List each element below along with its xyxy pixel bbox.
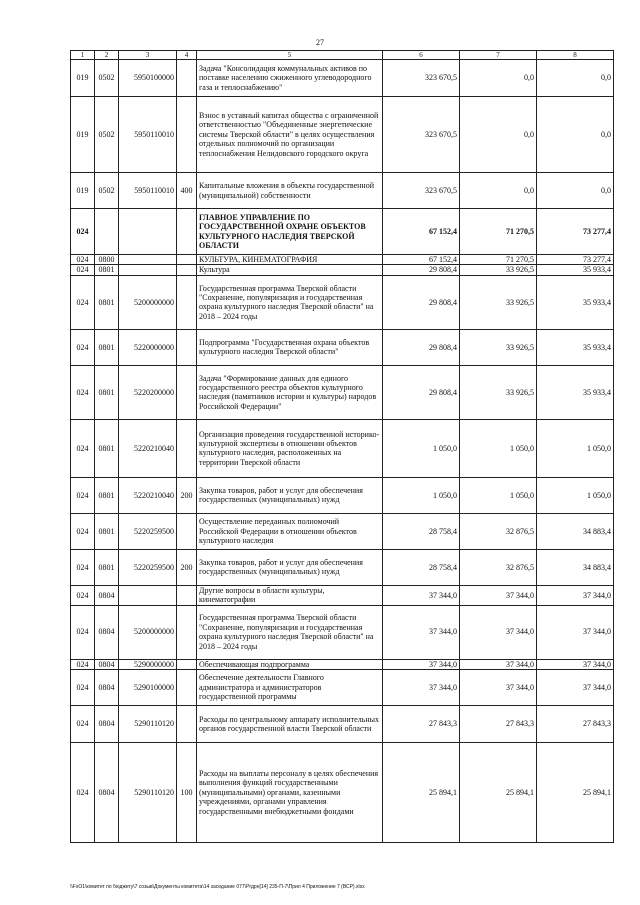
cell-amount-year1: 67 152,4 <box>383 209 460 255</box>
cell-amount-year3: 25 894,1 <box>537 743 614 843</box>
cell-name: Взнос в уставный капитал общества с ограниченной ответственностью "Объединенные энергетические системы Тверской области" в целях осуществления отдельных полномочий по организации теплоснабжения Нелидовского городского округа <box>197 97 383 173</box>
cell-chief-admin-code: 024 <box>71 549 95 585</box>
cell-amount-year3: 37 344,0 <box>537 585 614 605</box>
cell-section-code: 0804 <box>95 585 119 605</box>
cell-section-code: 0801 <box>95 265 119 275</box>
cell-amount-year2: 33 926,5 <box>460 365 537 419</box>
cell-amount-year1: 29 808,4 <box>383 275 460 329</box>
cell-expense-type <box>177 209 197 255</box>
cell-amount-year3: 0,0 <box>537 173 614 209</box>
cell-amount-year3: 27 843,3 <box>537 706 614 743</box>
cell-section-code: 0804 <box>95 706 119 743</box>
table-row <box>71 209 614 255</box>
cell-name: Подпрограмма "Государственная охрана объектов культурного наследия Тверской области" <box>197 329 383 365</box>
cell-target-article <box>119 255 177 265</box>
cell-expense-type <box>177 275 197 329</box>
budget-table <box>70 50 614 843</box>
cell-name: Культура <box>197 265 383 275</box>
table-row <box>71 419 614 477</box>
cell-target-article: 5220000000 <box>119 329 177 365</box>
cell-chief-admin-code: 019 <box>71 173 95 209</box>
cell-amount-year1: 37 344,0 <box>383 585 460 605</box>
cell-amount-year1: 28 758,4 <box>383 513 460 549</box>
cell-expense-type: 200 <box>177 549 197 585</box>
cell-target-article: 5220259500 <box>119 513 177 549</box>
cell-amount-year2: 37 344,0 <box>460 670 537 706</box>
cell-section-code: 0502 <box>95 97 119 173</box>
cell-amount-year2: 71 270,5 <box>460 255 537 265</box>
cell-expense-type: 400 <box>177 173 197 209</box>
table-row <box>71 605 614 659</box>
file-path-footer: \\FsO1\комитет по бюджету\7 созыв\Документы комитета\14 заседание 077\Ргдрн[14] 235-П-7\Прил 4 Приложение 7 (ВСР).xlsx <box>70 884 365 890</box>
cell-amount-year3: 34 883,4 <box>537 549 614 585</box>
cell-chief-admin-code: 024 <box>71 743 95 843</box>
cell-target-article: 5290110120 <box>119 743 177 843</box>
cell-amount-year2: 25 894,1 <box>460 743 537 843</box>
cell-expense-type <box>177 97 197 173</box>
cell-amount-year1: 29 808,4 <box>383 329 460 365</box>
cell-name: Закупка товаров, работ и услуг для обеспечения государственных (муниципальных) нужд <box>197 549 383 585</box>
cell-name: Государственная программа Тверской области "Сохранение, популяризация и государственная охрана культурного наследия Тверской области" на 2018 – 2024 годы <box>197 605 383 659</box>
cell-expense-type <box>177 60 197 97</box>
cell-chief-admin-code: 019 <box>71 60 95 97</box>
cell-amount-year3: 35 933,4 <box>537 329 614 365</box>
cell-amount-year1: 37 344,0 <box>383 659 460 669</box>
cell-target-article <box>119 265 177 275</box>
cell-section-code: 0801 <box>95 365 119 419</box>
cell-amount-year1: 29 808,4 <box>383 265 460 275</box>
cell-amount-year1: 323 670,5 <box>383 60 460 97</box>
cell-expense-type <box>177 659 197 669</box>
cell-name: Обеспечивающая подпрограмма <box>197 659 383 669</box>
cell-amount-year2: 0,0 <box>460 60 537 97</box>
table-row <box>71 97 614 173</box>
cell-section-code <box>95 209 119 255</box>
cell-target-article <box>119 585 177 605</box>
cell-expense-type <box>177 329 197 365</box>
cell-name: Другие вопросы в области культуры, кинематографии <box>197 585 383 605</box>
table-row <box>71 365 614 419</box>
cell-amount-year2: 1 050,0 <box>460 419 537 477</box>
cell-target-article: 5220210040 <box>119 419 177 477</box>
page-number: 27 <box>316 38 324 47</box>
cell-amount-year2: 32 876,5 <box>460 549 537 585</box>
table-row <box>71 549 614 585</box>
cell-expense-type: 200 <box>177 477 197 513</box>
cell-section-code: 0502 <box>95 60 119 97</box>
table-row <box>71 743 614 843</box>
cell-expense-type <box>177 605 197 659</box>
cell-amount-year1: 323 670,5 <box>383 173 460 209</box>
cell-target-article: 5220259500 <box>119 549 177 585</box>
column-number: 1 <box>71 51 95 60</box>
column-number: 2 <box>95 51 119 60</box>
table-row <box>71 670 614 706</box>
cell-section-code: 0801 <box>95 419 119 477</box>
cell-amount-year3: 37 344,0 <box>537 670 614 706</box>
cell-amount-year3: 73 277,4 <box>537 209 614 255</box>
cell-expense-type <box>177 419 197 477</box>
cell-section-code: 0801 <box>95 275 119 329</box>
cell-expense-type <box>177 265 197 275</box>
cell-amount-year2: 33 926,5 <box>460 265 537 275</box>
cell-target-article: 5220200000 <box>119 365 177 419</box>
column-number: 6 <box>383 51 460 60</box>
cell-amount-year3: 0,0 <box>537 60 614 97</box>
cell-expense-type: 100 <box>177 743 197 843</box>
cell-expense-type <box>177 585 197 605</box>
cell-amount-year2: 37 344,0 <box>460 585 537 605</box>
cell-name: Расходы на выплаты персоналу в целях обеспечения выполнения функций государственными (муниципальными) органами, казенными учреждениями, органами управления государственными внебюджетными фондами <box>197 743 383 843</box>
cell-name: Задача "Консолидация коммунальных активов по поставке населению сжиженного углеводородного газа и теплоснабжению" <box>197 60 383 97</box>
cell-chief-admin-code: 024 <box>71 477 95 513</box>
cell-expense-type <box>177 365 197 419</box>
cell-amount-year2: 37 344,0 <box>460 605 537 659</box>
table-row <box>71 329 614 365</box>
cell-target-article: 5950100000 <box>119 60 177 97</box>
cell-target-article: 5290000000 <box>119 659 177 669</box>
cell-section-code: 0801 <box>95 329 119 365</box>
cell-expense-type <box>177 670 197 706</box>
cell-target-article <box>119 209 177 255</box>
cell-amount-year3: 0,0 <box>537 97 614 173</box>
cell-expense-type <box>177 706 197 743</box>
cell-amount-year1: 29 808,4 <box>383 365 460 419</box>
cell-name: Организация проведения государственной историко-культурной экспертизы в отношении объектов культурного наследия, расположенных на территории Тверской области <box>197 419 383 477</box>
cell-amount-year3: 1 050,0 <box>537 419 614 477</box>
cell-name: КУЛЬТУРА, КИНЕМАТОГРАФИЯ <box>197 255 383 265</box>
cell-chief-admin-code: 024 <box>71 265 95 275</box>
table-row <box>71 513 614 549</box>
table-row <box>71 275 614 329</box>
cell-chief-admin-code: 024 <box>71 419 95 477</box>
column-number: 4 <box>177 51 197 60</box>
cell-amount-year2: 33 926,5 <box>460 275 537 329</box>
cell-expense-type <box>177 255 197 265</box>
cell-name: Капитальные вложения в объекты государственной (муниципальной) собственности <box>197 173 383 209</box>
cell-section-code: 0804 <box>95 743 119 843</box>
cell-name: Задача "Формирование данных для единого государственного реестра объектов культурного наследия (памятников истории и культуры) народов Российской Федерации" <box>197 365 383 419</box>
column-number: 8 <box>537 51 614 60</box>
column-number: 5 <box>197 51 383 60</box>
cell-chief-admin-code: 024 <box>71 329 95 365</box>
cell-amount-year3: 1 050,0 <box>537 477 614 513</box>
column-number-row <box>71 51 614 60</box>
table-row <box>71 265 614 275</box>
cell-section-code: 0804 <box>95 605 119 659</box>
cell-name: Государственная программа Тверской области "Сохранение, популяризация и государственная охрана культурного наследия Тверской области" на 2018 – 2024 годы <box>197 275 383 329</box>
table-row <box>71 60 614 97</box>
cell-amount-year3: 37 344,0 <box>537 605 614 659</box>
cell-amount-year1: 323 670,5 <box>383 97 460 173</box>
cell-chief-admin-code: 024 <box>71 209 95 255</box>
cell-target-article: 5220210040 <box>119 477 177 513</box>
cell-amount-year3: 35 933,4 <box>537 265 614 275</box>
cell-section-code: 0502 <box>95 173 119 209</box>
cell-section-code: 0801 <box>95 513 119 549</box>
cell-amount-year1: 37 344,0 <box>383 605 460 659</box>
cell-amount-year3: 73 277,4 <box>537 255 614 265</box>
cell-chief-admin-code: 024 <box>71 275 95 329</box>
cell-chief-admin-code: 019 <box>71 97 95 173</box>
cell-section-code: 0804 <box>95 659 119 669</box>
cell-name: Расходы по центральному аппарату исполнительных органов государственной власти Тверской области <box>197 706 383 743</box>
cell-target-article: 5200000000 <box>119 275 177 329</box>
cell-chief-admin-code: 024 <box>71 365 95 419</box>
cell-section-code: 0801 <box>95 477 119 513</box>
column-number: 7 <box>460 51 537 60</box>
cell-amount-year3: 35 933,4 <box>537 365 614 419</box>
table-row <box>71 477 614 513</box>
cell-amount-year2: 32 876,5 <box>460 513 537 549</box>
table-row <box>71 255 614 265</box>
cell-amount-year2: 0,0 <box>460 97 537 173</box>
cell-name: ГЛАВНОЕ УПРАВЛЕНИЕ ПО ГОСУДАРСТВЕННОЙ ОХРАНЕ ОБЪЕКТОВ КУЛЬТУРНОГО НАСЛЕДИЯ ТВЕРСКОЙ ОБЛАСТИ <box>197 209 383 255</box>
cell-amount-year2: 33 926,5 <box>460 329 537 365</box>
cell-amount-year1: 67 152,4 <box>383 255 460 265</box>
cell-amount-year1: 27 843,3 <box>383 706 460 743</box>
cell-amount-year3: 35 933,4 <box>537 275 614 329</box>
cell-chief-admin-code: 024 <box>71 659 95 669</box>
cell-target-article: 5950110010 <box>119 97 177 173</box>
cell-amount-year1: 25 894,1 <box>383 743 460 843</box>
cell-amount-year1: 1 050,0 <box>383 477 460 513</box>
cell-chief-admin-code: 024 <box>71 513 95 549</box>
cell-amount-year2: 71 270,5 <box>460 209 537 255</box>
cell-amount-year1: 37 344,0 <box>383 670 460 706</box>
cell-target-article: 5290110120 <box>119 706 177 743</box>
cell-section-code: 0800 <box>95 255 119 265</box>
cell-target-article: 5200000000 <box>119 605 177 659</box>
cell-target-article: 5290100000 <box>119 670 177 706</box>
cell-amount-year3: 37 344,0 <box>537 659 614 669</box>
table-row <box>71 585 614 605</box>
table-row <box>71 706 614 743</box>
cell-amount-year1: 1 050,0 <box>383 419 460 477</box>
table-row <box>71 659 614 669</box>
cell-target-article: 5950110010 <box>119 173 177 209</box>
cell-chief-admin-code: 024 <box>71 585 95 605</box>
cell-section-code: 0801 <box>95 549 119 585</box>
cell-section-code: 0804 <box>95 670 119 706</box>
cell-chief-admin-code: 024 <box>71 255 95 265</box>
cell-amount-year2: 27 843,3 <box>460 706 537 743</box>
cell-amount-year1: 28 758,4 <box>383 549 460 585</box>
cell-amount-year2: 1 050,0 <box>460 477 537 513</box>
cell-chief-admin-code: 024 <box>71 706 95 743</box>
cell-amount-year2: 0,0 <box>460 173 537 209</box>
cell-name: Осуществление переданных полномочий Российской Федерации в отношении объектов культурного наследия <box>197 513 383 549</box>
cell-chief-admin-code: 024 <box>71 605 95 659</box>
cell-amount-year2: 37 344,0 <box>460 659 537 669</box>
table-row <box>71 173 614 209</box>
cell-amount-year3: 34 883,4 <box>537 513 614 549</box>
cell-name: Обеспечение деятельности Главного администратора и администраторов государственной программы <box>197 670 383 706</box>
cell-name: Закупка товаров, работ и услуг для обеспечения государственных (муниципальных) нужд <box>197 477 383 513</box>
cell-expense-type <box>177 513 197 549</box>
column-number: 3 <box>119 51 177 60</box>
cell-chief-admin-code: 024 <box>71 670 95 706</box>
